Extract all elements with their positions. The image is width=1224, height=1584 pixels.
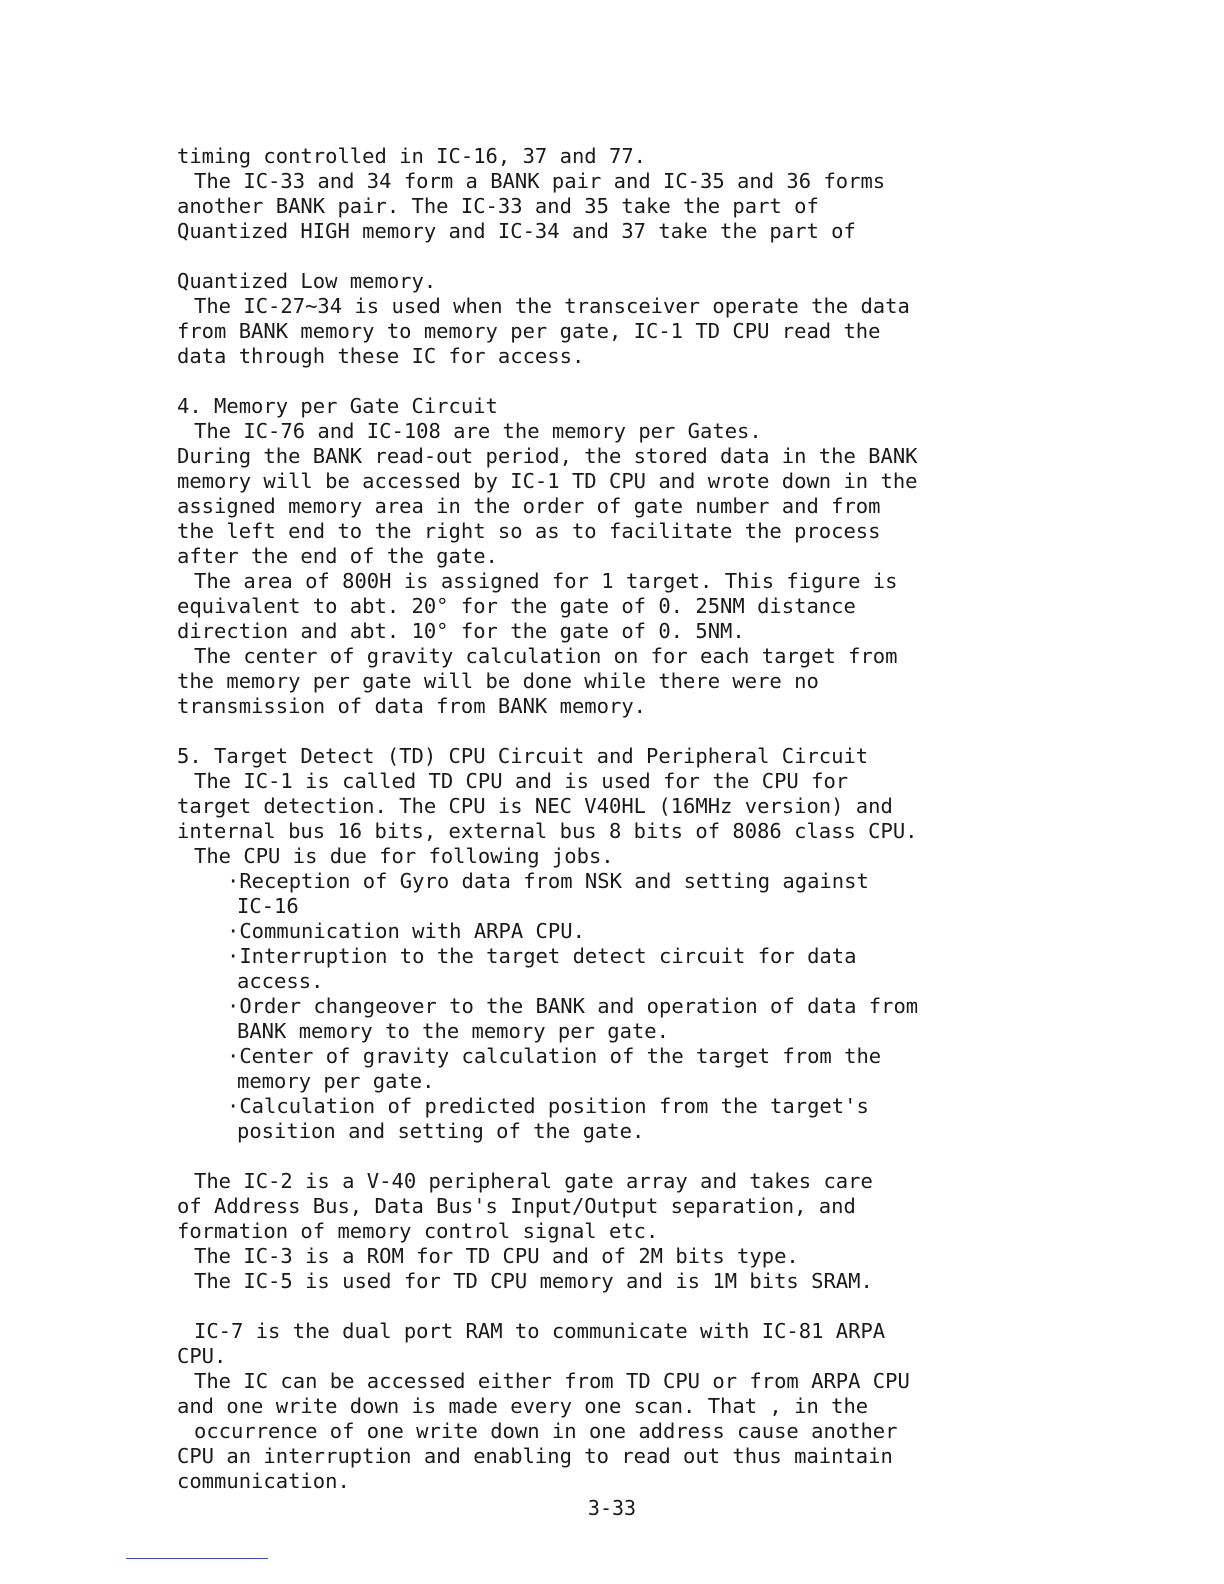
text-line: target detection. The CPU is NEC V40HL (16MHz version) and [177,794,893,818]
text-line: The IC-5 is used for TD CPU memory and is 1M bits SRAM. [194,1269,873,1293]
bullet-continuation: IC-16 [237,894,299,918]
text-line: The IC can be accessed either from TD CPU or from ARPA CPU [194,1369,910,1393]
bullet-item: ·Reception of Gyro data from NSK and setting against [227,869,869,893]
bullet-continuation: access. [237,969,324,993]
text-line: of Address Bus, Data Bus's Input/Output separation, and [177,1194,856,1218]
bullet-item: ·Communication with ARPA CPU. [227,919,585,943]
text-line: occurrence of one write down in one address cause another [194,1419,898,1443]
text-line: The CPU is due for following jobs. [194,844,614,868]
text-line: The IC-76 and IC-108 are the memory per Gates. [194,419,762,443]
text-line: Quantized Low memory. [177,269,437,293]
text-line: data through these IC for access. [177,344,585,368]
text-line: CPU. [177,1344,227,1368]
page-number: 3-33 [587,1496,637,1520]
text-line: assigned memory area in the order of gate number and from [177,494,881,518]
bullet-continuation: position and setting of the gate. [237,1119,645,1143]
section-heading: 5. Target Detect (TD) CPU Circuit and Peripheral Circuit [177,744,869,768]
bullet-item: ·Interruption to the target detect circuit for data [227,944,857,968]
text-line: The IC-3 is a ROM for TD CPU and of 2M bits type. [194,1244,799,1268]
text-line: IC-7 is the dual port RAM to communicate with IC-81 ARPA [194,1319,886,1343]
text-line: CPU an interruption and enabling to read out thus maintain [177,1444,893,1468]
text-line: and one write down is made every one scan. That , in the [177,1394,869,1418]
text-line: equivalent to abt. 20° for the gate of 0. 25NM distance [177,594,856,618]
section-heading: 4. Memory per Gate Circuit [177,394,498,418]
text-line: the left end to the right so as to facilitate the process [177,519,881,543]
text-line: after the end of the gate. [177,544,498,568]
bullet-item: ·Calculation of predicted position from the target's [227,1094,869,1118]
text-line: timing controlled in IC-16, 37 and 77. [177,144,646,168]
text-line: internal bus 16 bits, external bus 8 bits of 8086 class CPU. [177,819,918,843]
bullet-continuation: BANK memory to the memory per gate. [237,1019,669,1043]
text-line: the memory per gate will be done while there were no [177,669,819,693]
text-line: direction and abt. 10° for the gate of 0. 5NM. [177,619,745,643]
bullet-item: ·Order changeover to the BANK and operation of data from [227,994,919,1018]
text-line: from BANK memory to memory per gate, IC-1 TD CPU read the [177,319,881,343]
text-line: The area of 800H is assigned for 1 target. This figure is [194,569,898,593]
text-line: transmission of data from BANK memory. [177,694,646,718]
text-line: another BANK pair. The IC-33 and 35 take the part of [177,194,819,218]
bullet-continuation: memory per gate. [237,1069,435,1093]
text-line: communication. [177,1469,350,1493]
text-line: The IC-27~34 is used when the transceiver operate the data [194,294,910,318]
bullet-item: ·Center of gravity calculation of the target from the [227,1044,882,1068]
text-line: Quantized HIGH memory and IC-34 and 37 take the part of [177,219,856,243]
text-line: The IC-33 and 34 form a BANK pair and IC-35 and 36 forms [194,169,886,193]
text-line: During the BANK read-out period, the stored data in the BANK [177,444,918,468]
footer-rule [126,1558,268,1559]
text-line: The IC-2 is a V-40 peripheral gate array and takes care [194,1169,873,1193]
text-line: The IC-1 is called TD CPU and is used for the CPU for [194,769,849,793]
text-line: memory will be accessed by IC-1 TD CPU and wrote down in the [177,469,918,493]
document-body [177,144,1077,1494]
text-line: The center of gravity calculation on for each target from [194,644,898,668]
text-line: formation of memory control signal etc. [177,1219,659,1243]
